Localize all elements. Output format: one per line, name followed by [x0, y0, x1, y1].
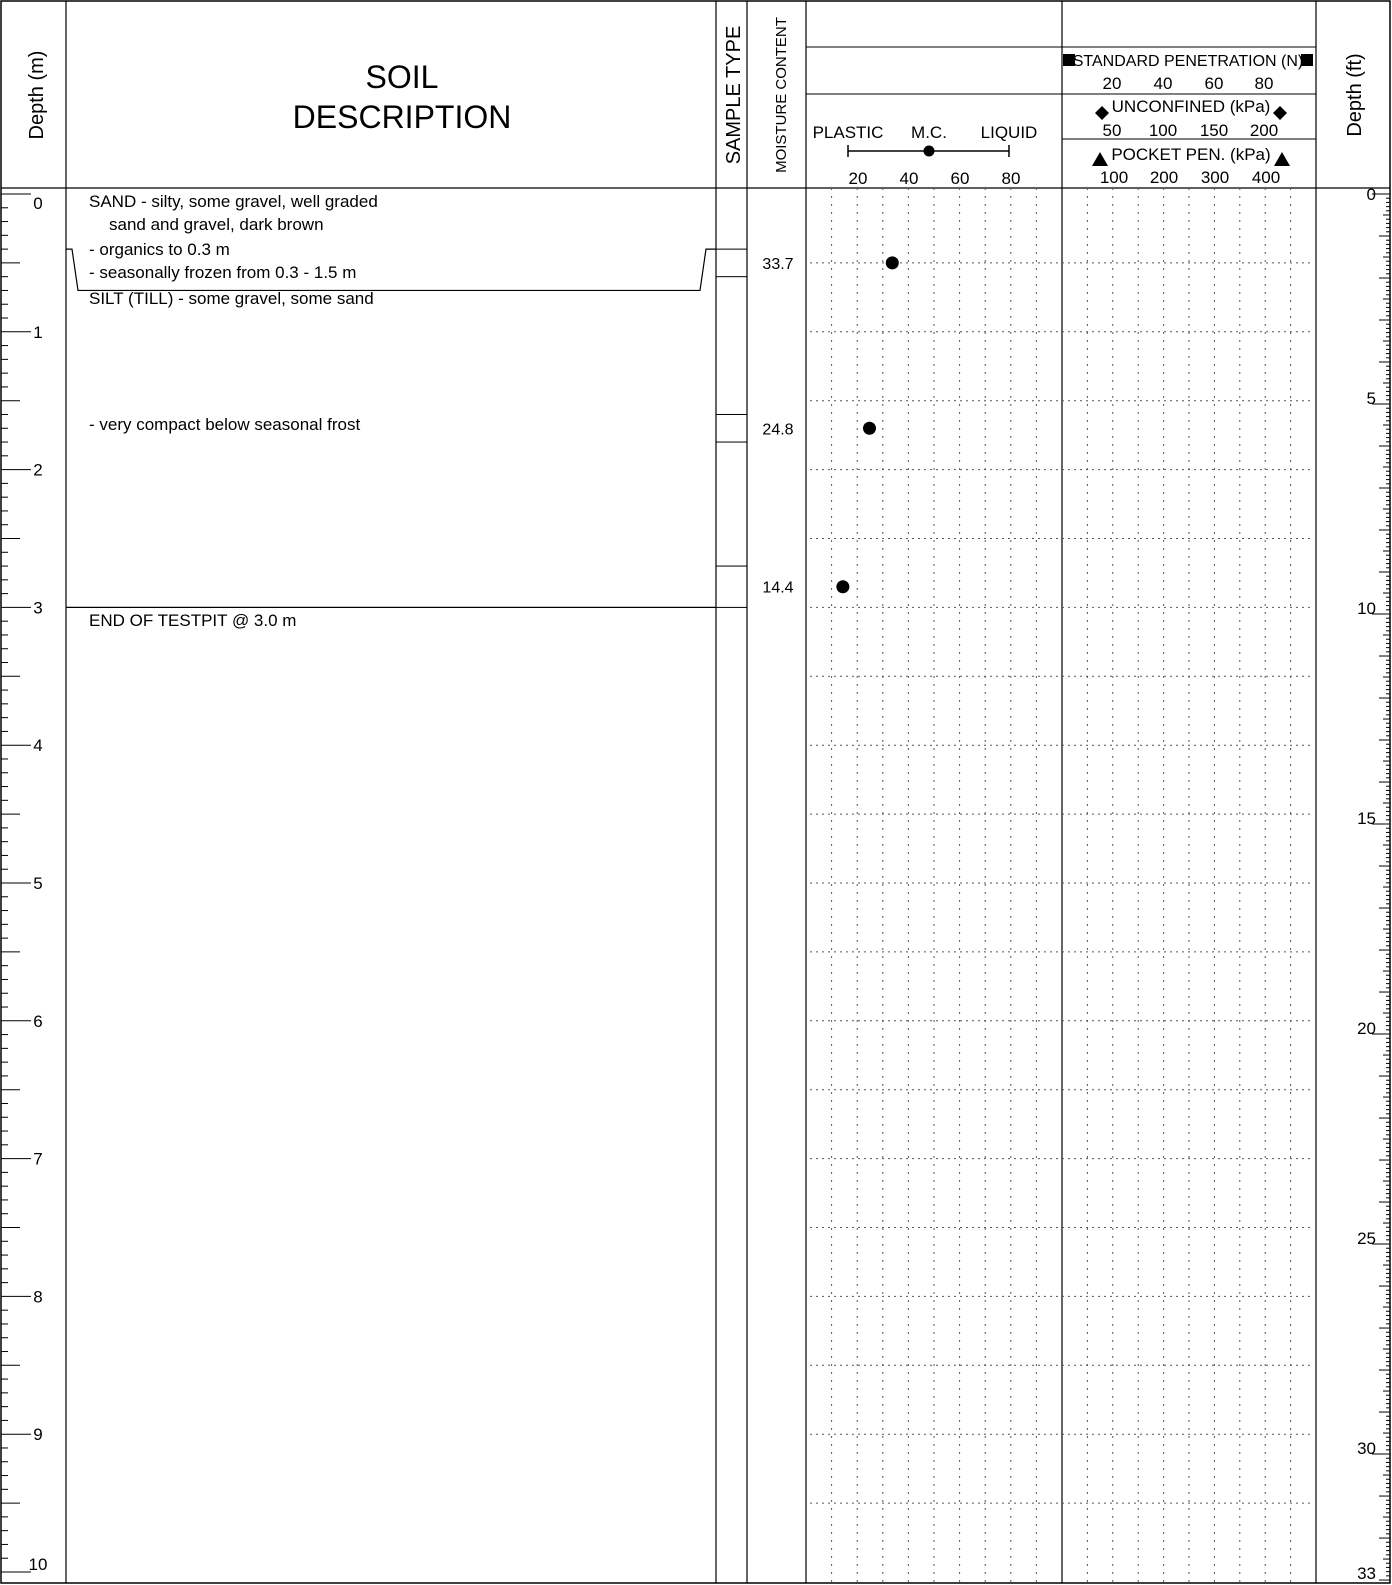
moisture-points	[762, 256, 898, 597]
unconfined-tick-200: 200	[1249, 121, 1279, 140]
frozen-note: - seasonally frozen from 0.3 - 1.5 m	[89, 263, 357, 282]
pocket-pen-tick-300: 300	[1200, 168, 1230, 187]
spt-tick-20: 20	[1102, 74, 1122, 93]
depth-ft-label: 25	[1357, 1229, 1376, 1249]
depth-ft-label: 5	[1366, 389, 1376, 409]
depth-m-label: 3	[33, 598, 43, 618]
mc-scale-tick-60: 60	[950, 169, 970, 188]
liquid-label: LIQUID	[980, 123, 1038, 142]
mc-scale-tick-20: 20	[848, 169, 868, 188]
depth-m-label: 9	[33, 1425, 43, 1445]
plot-grid	[810, 188, 1312, 1583]
organics-note: - organics to 0.3 m	[89, 240, 230, 259]
pocket-pen-tick-400: 400	[1251, 168, 1281, 187]
silt-description: SILT (TILL) - some gravel, some sand	[89, 289, 374, 308]
sand-description-line1: SAND - silty, some gravel, well graded	[89, 192, 378, 211]
depth-m-label: 5	[33, 874, 43, 893]
spt-label: STANDARD PENETRATION (N)	[1072, 53, 1304, 70]
soil-title-line1: SOIL	[365, 59, 439, 95]
depth-ft-label: 20	[1357, 1019, 1376, 1039]
depth-m-label: 2	[33, 460, 43, 480]
depth-m-label: 1	[33, 322, 43, 342]
depth-m-label: 10	[28, 1555, 48, 1574]
unconfined-label: UNCONFINED (kPa)	[1111, 97, 1271, 116]
pocket-pen-tick-100: 100	[1099, 168, 1129, 187]
moisture-point	[863, 422, 876, 435]
pocket-pen-label: POCKET PEN. (kPa)	[1111, 145, 1271, 164]
depth-ft-label: 0	[1366, 185, 1376, 204]
mc-scale-tick-80: 80	[1001, 169, 1021, 188]
unconfined-tick-50: 50	[1102, 121, 1122, 140]
plastic-label: PLASTIC	[812, 123, 884, 142]
pocket-pen-triangle-icon	[1092, 152, 1108, 166]
end-of-testpit-note: END OF TESTPIT @ 3.0 m	[89, 611, 297, 630]
moisture-point	[836, 580, 849, 593]
moisture-point	[886, 256, 899, 269]
depth-ft-header: Depth (ft)	[1344, 53, 1366, 137]
depth-ft-label: 10	[1357, 599, 1376, 619]
depth-m-label: 0	[33, 194, 43, 213]
sample-interval	[716, 414, 747, 442]
moisture-content-header: MOISTURE CONTENT	[773, 17, 790, 173]
depth-m-header: Depth (m)	[26, 50, 48, 140]
mc-label: M.C.	[911, 123, 947, 142]
depth-m-label: 7	[33, 1149, 43, 1169]
mc-scale-tick-40: 40	[899, 169, 919, 188]
depth-m-axis	[1, 194, 47, 1574]
unconfined-diamond-icon-right	[1273, 106, 1287, 120]
soil-title-line2: DESCRIPTION	[292, 99, 512, 135]
sand-description-line2: sand and gravel, dark brown	[109, 215, 324, 234]
spt-tick-40: 40	[1153, 74, 1173, 93]
spt-tick-60: 60	[1204, 74, 1224, 93]
moisture-value-label: 24.8	[762, 421, 794, 439]
unconfined-tick-100: 100	[1148, 121, 1178, 140]
unconfined-diamond-icon	[1095, 106, 1109, 120]
depth-ft-label: 15	[1357, 809, 1376, 829]
sample-type-header: SAMPLE TYPE	[723, 25, 745, 165]
depth-m-label: 8	[33, 1287, 43, 1307]
depth-ft-axis	[1357, 185, 1390, 1583]
depth-m-label: 6	[33, 1011, 43, 1031]
pocket-pen-triangle-icon-right	[1274, 152, 1290, 166]
sample-interval	[716, 566, 747, 607]
moisture-value-label: 33.7	[762, 255, 794, 273]
sample-intervals	[716, 249, 747, 607]
depth-m-label: 4	[33, 736, 43, 756]
atterberg-range-symbol	[848, 145, 1009, 157]
compact-note: - very compact below seasonal frost	[89, 415, 361, 434]
unconfined-tick-150: 150	[1199, 121, 1229, 140]
depth-ft-label: 33	[1357, 1564, 1376, 1583]
sample-interval	[716, 249, 747, 277]
pocket-pen-tick-200: 200	[1149, 168, 1179, 187]
depth-ft-label: 30	[1357, 1439, 1376, 1459]
spt-tick-80: 80	[1254, 74, 1274, 93]
moisture-value-label: 14.4	[762, 579, 794, 597]
